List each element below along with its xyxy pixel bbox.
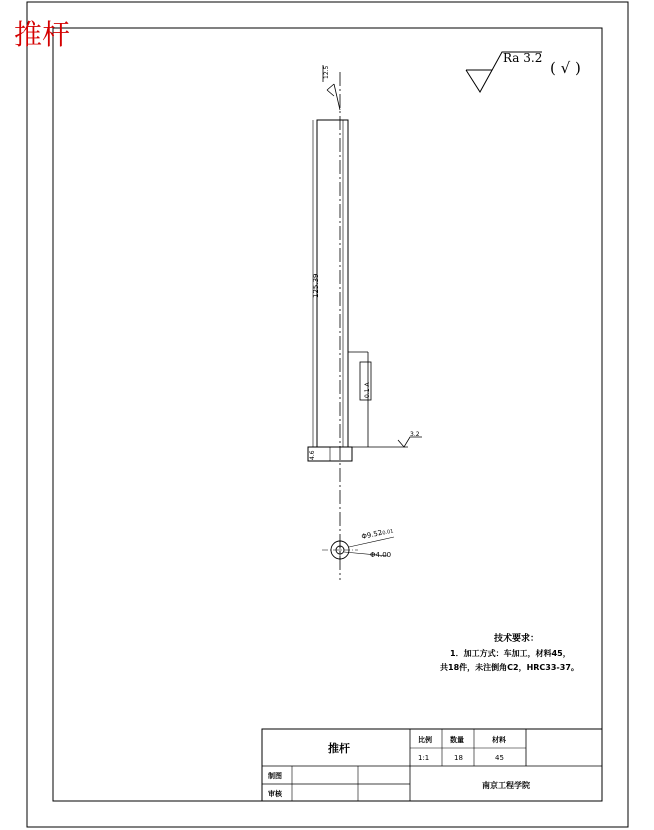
title-col3-head: 材料 xyxy=(492,736,506,744)
title-scale: 1:1 xyxy=(418,754,430,762)
tech-heading: 技术要求： xyxy=(494,634,540,644)
diameter-1-text: Φ9.52 xyxy=(360,528,384,541)
tech-line-1: 1．加工方式：车加工，材料45， xyxy=(450,649,571,658)
title-part-name: 推杆 xyxy=(328,742,350,755)
top-roughness-value: 12.5 xyxy=(323,65,330,79)
bottom-roughness-marker xyxy=(352,437,422,447)
length-dim-text: 125.39 xyxy=(312,273,320,298)
small-dim-text: 4.6 xyxy=(309,450,316,460)
diameter-2-text: Φ4.00 xyxy=(370,551,392,559)
diameter-1-tol: -0.01 xyxy=(380,528,395,537)
title-block xyxy=(262,729,602,801)
title-qty: 18 xyxy=(454,754,463,762)
inner-border xyxy=(53,28,602,801)
ra-label: Ra 3.2 xyxy=(503,51,543,65)
corner-title: 推杆 xyxy=(14,18,71,51)
title-material: 45 xyxy=(495,754,504,762)
tolerance-leader xyxy=(348,352,371,447)
tech-line-2: 共18件，未注倒角C2，HRC33-37。 xyxy=(440,663,579,672)
rod-body xyxy=(317,120,348,447)
title-col2-head: 数量 xyxy=(450,736,464,744)
bottom-roughness-value: 3.2 xyxy=(410,431,420,438)
tolerance-frame-text: 0.1 A xyxy=(364,382,371,398)
other-surfaces-note: ( √ ) xyxy=(550,59,581,77)
outer-border xyxy=(27,2,628,827)
title-company: 南京工程学院 xyxy=(482,781,530,790)
title-checked-label: 审核 xyxy=(268,790,282,798)
title-drawn-label: 制图 xyxy=(268,772,282,780)
title-col1-head: 比例 xyxy=(418,736,432,744)
